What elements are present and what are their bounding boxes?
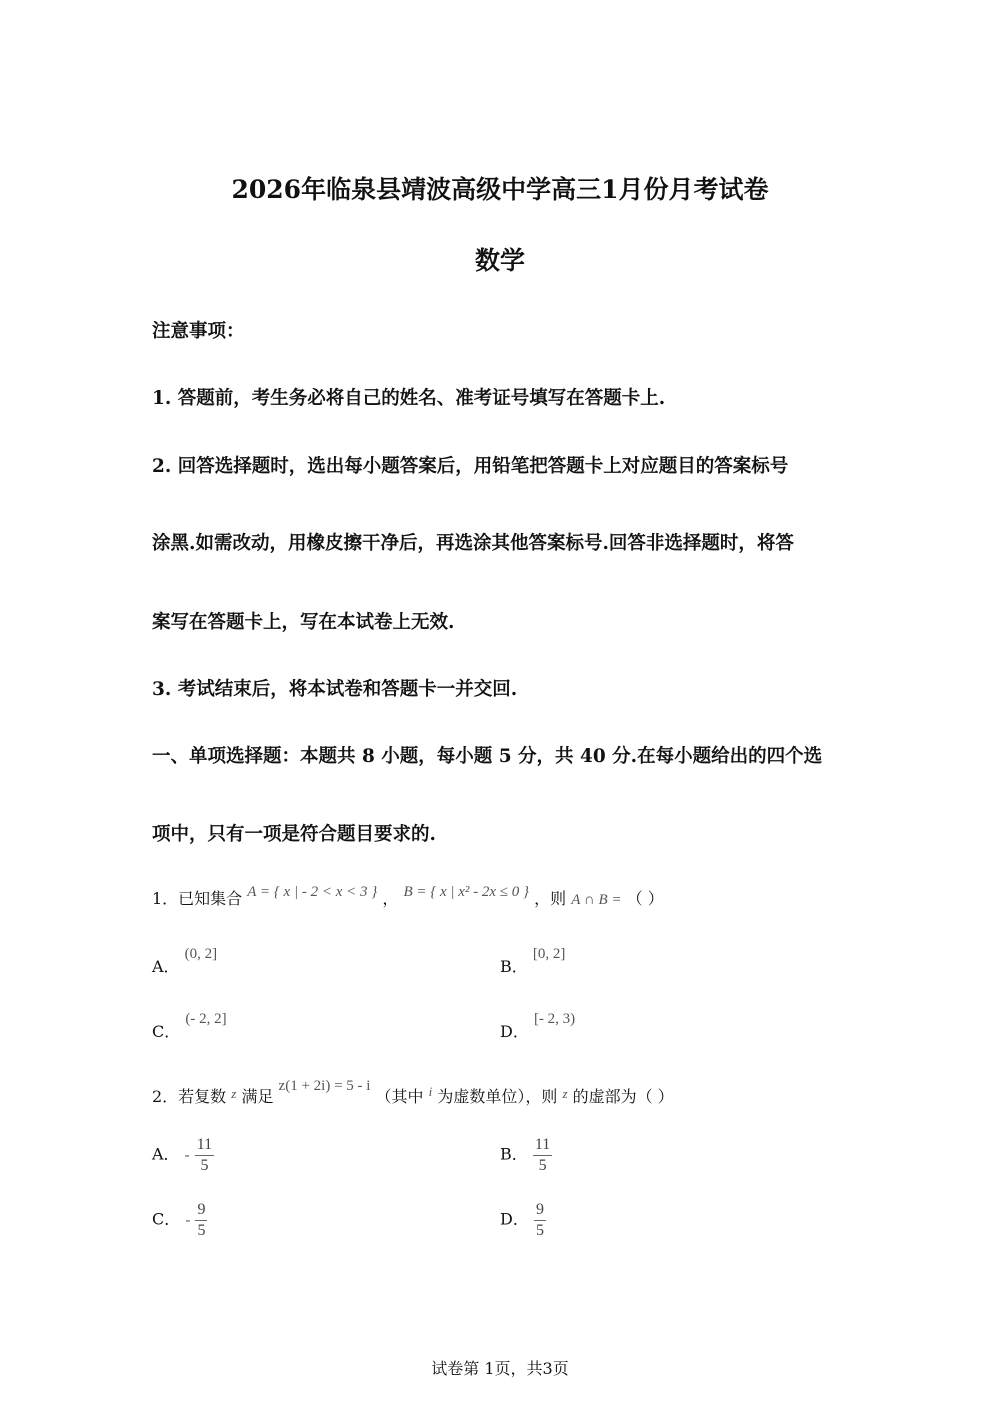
- subject-title: 数学: [474, 246, 525, 275]
- q2-option-d: [500, 1201, 546, 1239]
- q2-option-c-denominator: 5: [197, 1221, 206, 1239]
- q2-option-b: [500, 1136, 552, 1174]
- variable-z-2: z: [562, 1086, 568, 1101]
- question-2-text-2: （其中: [375, 1087, 424, 1106]
- set-b-expression: B = { x | x² - 2x ≤ 0 }: [403, 884, 530, 900]
- q2-option-a-denominator: 5: [200, 1156, 209, 1174]
- notice-heading: 注意事项：: [152, 321, 245, 342]
- q1-option-c-label: C．: [152, 1022, 181, 1041]
- q1-option-d: [500, 1005, 576, 1041]
- notice-item-2-line-3: 案写在答题卡上，写在本试卷上无效.: [152, 612, 455, 633]
- exam-title: 2026年临泉县靖波高级中学高三1月份月考试卷: [231, 175, 769, 204]
- question-2: [152, 1078, 674, 1107]
- q2-option-a-fraction: [195, 1136, 214, 1174]
- variable-z: z: [231, 1086, 237, 1101]
- imaginary-unit: i: [428, 1084, 433, 1099]
- q2-option-c-numerator: 9: [195, 1201, 207, 1221]
- question-2-text-3: 为虚数单位），则: [437, 1087, 558, 1106]
- answer-blank: （ ）: [626, 889, 664, 908]
- q2-option-a-label: A．: [152, 1144, 180, 1164]
- q2-option-d-numerator: 9: [534, 1201, 546, 1221]
- q2-option-b-denominator: 5: [538, 1156, 547, 1174]
- q1-option-c: [152, 1005, 227, 1041]
- q2-option-d-label: D．: [500, 1209, 529, 1229]
- notice-item-1: 1. 答题前，考生务必将自己的姓名、准考证号填写在答题卡上.: [152, 388, 666, 409]
- q1-option-a: [152, 940, 218, 976]
- q1-option-a-value: (0, 2]: [184, 946, 218, 962]
- q2-option-c-label: C．: [152, 1209, 181, 1229]
- q1-option-c-value: (- 2, 2]: [185, 1011, 227, 1027]
- question-2-text-4: 的虚部为（ ）: [572, 1087, 674, 1106]
- q1-option-b-label: B．: [500, 957, 528, 976]
- page-footer: 试卷第 1页，共3页: [431, 1359, 569, 1378]
- q2-option-b-numerator: 11: [533, 1136, 552, 1156]
- notice-item-3: 3. 考试结束后，将本试卷和答题卡一并交回.: [152, 679, 518, 700]
- section-heading-line-2: 项中，只有一项是符合题目要求的.: [152, 824, 436, 845]
- q2-option-a: [152, 1136, 214, 1174]
- notice-item-2-line-2: 涂黑.如需改动，用橡皮擦干净后，再选涂其他答案标号.回答非选择题时，将答: [152, 533, 794, 554]
- set-a-expression: A = { x | - 2 < x < 3 }: [247, 884, 378, 900]
- q2-option-a-sign: -: [184, 1147, 190, 1164]
- q2-option-b-fraction: [533, 1136, 552, 1174]
- q2-option-a-numerator: 11: [195, 1136, 214, 1156]
- complex-equation: z(1 + 2i) = 5 - i: [278, 1078, 371, 1094]
- question-1: [152, 886, 664, 909]
- notice-item-2-line-1: 2. 回答选择题时，选出每小题答案后，用铅笔把答题卡上对应题目的答案标号: [152, 456, 789, 477]
- question-2-prefix: 2．若复数: [152, 1087, 227, 1106]
- question-2-text-1: 满足: [241, 1087, 274, 1106]
- q2-option-d-fraction: [534, 1201, 546, 1239]
- section-heading-line-1: 一、单项选择题：本题共 8 小题，每小题 5 分，共 40 分.在每小题给出的四个选: [152, 746, 823, 767]
- question-1-separator: ，: [382, 889, 399, 908]
- q2-option-b-label: B．: [500, 1144, 528, 1164]
- q2-option-c: [152, 1201, 207, 1239]
- question-1-suffix: ，则: [534, 889, 567, 908]
- q1-option-d-label: D．: [500, 1022, 529, 1041]
- q2-option-c-sign: -: [185, 1212, 191, 1229]
- q1-option-b: [500, 940, 566, 976]
- question-1-prefix: 1．已知集合: [152, 889, 243, 908]
- q2-option-c-fraction: [195, 1201, 207, 1239]
- q1-option-d-value: [- 2, 3): [533, 1011, 576, 1027]
- q2-option-d-denominator: 5: [535, 1221, 544, 1239]
- intersection-expression: A ∩ B =: [571, 892, 622, 908]
- q1-option-a-label: A．: [152, 957, 180, 976]
- q1-option-b-value: [0, 2]: [532, 946, 566, 962]
